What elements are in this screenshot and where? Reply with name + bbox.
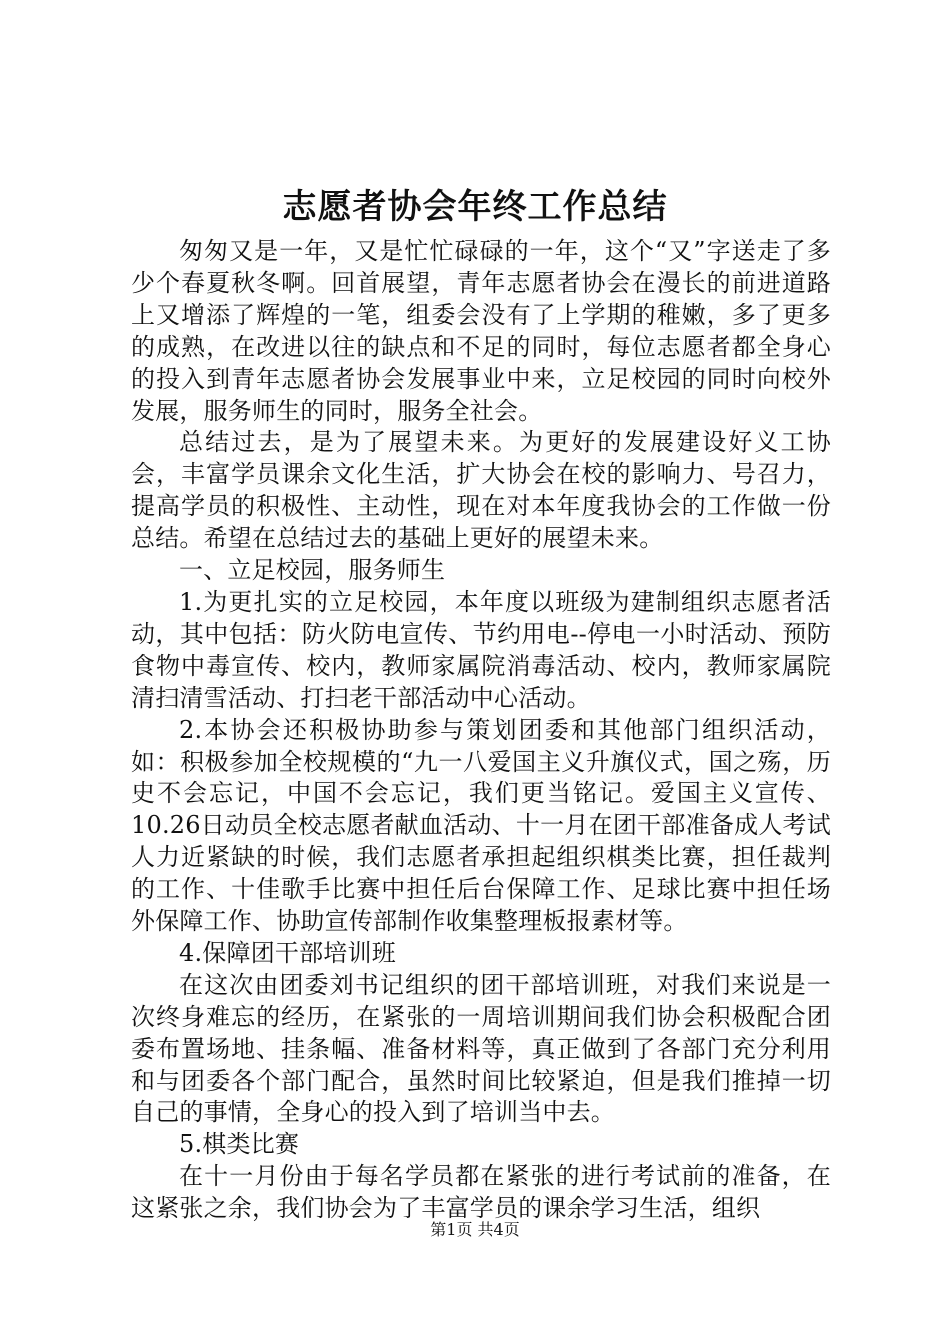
document-body — [131, 236, 831, 1225]
page-footer: 第1页 共4页 — [430, 1220, 520, 1239]
document-title: 志愿者协会年终工作总结 — [282, 187, 668, 227]
section-heading-campus: 一、立足校园，服务师生 — [179, 556, 446, 585]
paragraph-chess: 在十一月份由于每名学员都在紧张的进行考试前的准备，在这紧张之余，我们协会为了丰富学员的课余学习生活，组织 — [131, 1162, 831, 1223]
paragraph-summary: 总结过去，是为了展望未来。为更好的发展建设好义工协会，丰富学员课余文化生活，扩大协会在校的影响力、号召力，提高学员的积极性、主动性，现在对本年度我协会的工作做一份总结。希望在总结过去的基础上更好的展望未来。 — [131, 428, 831, 553]
paragraph-item-1: 1.为更扎实的立足校园，本年度以班级为建制组织志愿者活动，其中包括：防火防电宣传、节约用电--停电一小时活动、预防食物中毒宣传、校内，教师家属院消毒活动、校内，教师家属院清扫清雪活动、打扫老干部活动中心活动。 — [131, 587, 831, 712]
paragraph-intro: 匆匆又是一年，又是忙忙碌碌的一年，这个“又”字送走了多少个春夏秋冬啊。回首展望，青年志愿者协会在漫长的前进道路上又增添了辉煌的一笔，组委会没有了上学期的稚嫩，多了更多的成熟，在改进以往的缺点和不足的同时，每位志愿者都全身心的投入到青年志愿者协会发展事业中来，立足校园的同时向校外发展，服务师生的同时，服务全社会。 — [131, 237, 831, 425]
subheading-training: 4.保障团干部培训班 — [179, 938, 396, 967]
paragraph-item-2: 2.本协会还积极协助参与策划团委和其他部门组织活动，如：积极参加全校规模的“九一八爱国主义升旗仪式，国之殇，历史不会忘记，中国不会忘记，我们更当铭记。爱国主义宣传、10.26日动员全校志愿者献血活动、十一月在团干部准备成人考试人力近紧缺的时候，我们志愿者承担起组织棋类比赛，担任裁判的工作、十佳歌手比赛中担任后台保障工作、足球比赛中担任场外保障工作、协助宣传部制作收集整理板报素材等。 — [131, 715, 831, 936]
paragraph-training: 在这次由团委刘书记组织的团干部培训班，对我们来说是一次终身难忘的经历，在紧张的一周培训期间我们协会积极配合团委布置场地、挂条幅、准备材料等，真正做到了各部门充分利用和与团委各个部门配合，虽然时间比较紧迫，但是我们推掉一切自己的事情，全身心的投入到了培训当中去。 — [131, 970, 831, 1127]
subheading-chess: 5.棋类比赛 — [179, 1130, 300, 1159]
